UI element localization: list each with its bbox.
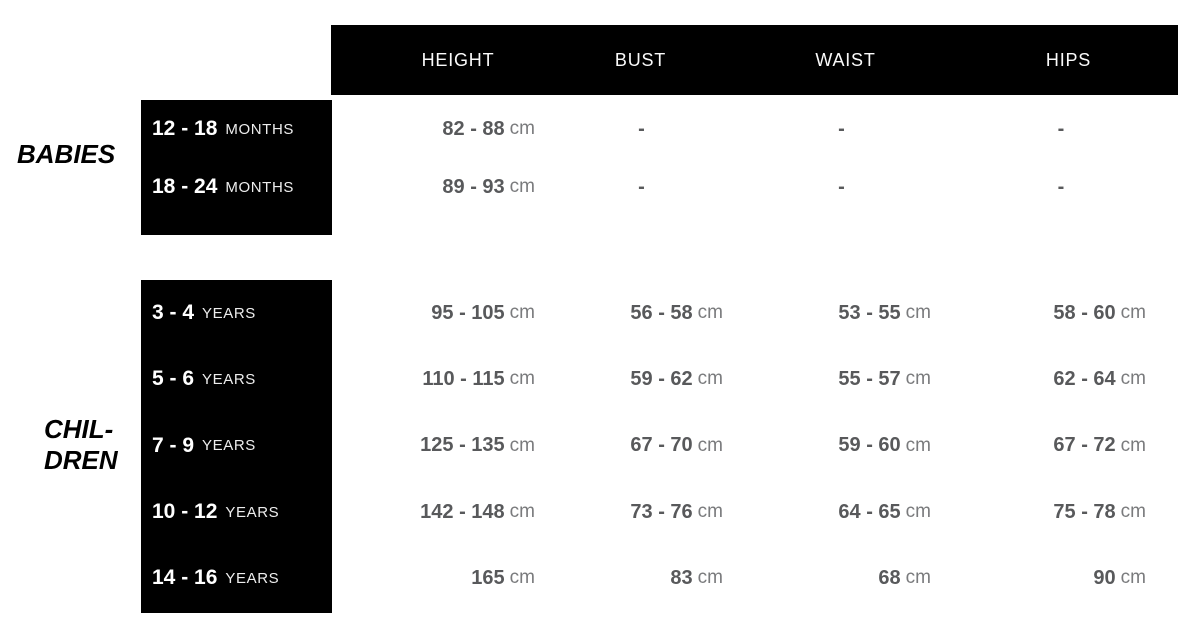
waist-cell	[739, 479, 944, 545]
hips-cell	[944, 479, 1178, 545]
age-range: 7 - 9	[152, 433, 195, 457]
bust-cell	[544, 158, 739, 216]
table-row	[141, 158, 1178, 216]
value-number: -	[638, 175, 645, 198]
age-label	[141, 479, 332, 545]
value-unit: cm	[905, 567, 931, 588]
column-header-hips: HIPS	[1045, 49, 1092, 70]
value-unit: cm	[697, 368, 723, 389]
value-unit: cm	[509, 567, 535, 588]
value-number: -	[1057, 175, 1065, 198]
value-number: 83	[670, 566, 693, 589]
children-group-label-line: CHIL-	[44, 414, 114, 444]
value-unit: cm	[509, 176, 535, 197]
value-unit: cm	[905, 302, 931, 323]
table-row	[141, 100, 1178, 158]
age-label	[141, 346, 332, 412]
height-cell	[332, 158, 544, 216]
column-header-waist: WAIST	[815, 49, 876, 70]
value-unit: cm	[1120, 434, 1146, 456]
value-number: 90	[1093, 566, 1116, 589]
value-number: 56 - 58	[630, 301, 693, 324]
value-unit: cm	[1120, 567, 1146, 588]
hips-cell	[944, 545, 1178, 611]
value-number: 125 - 135	[420, 434, 505, 456]
age-unit: YEARS	[225, 569, 280, 587]
bust-cell	[544, 346, 739, 412]
value-number: 95 - 105	[431, 301, 505, 324]
age-unit: MONTHS	[225, 120, 294, 138]
value-unit: cm	[1120, 501, 1146, 522]
babies-group-label	[17, 139, 115, 170]
babies-group-label-line: BABIES	[17, 139, 116, 169]
value-unit: cm	[1120, 368, 1146, 389]
value-number: 67 - 70	[630, 434, 693, 456]
value-unit: cm	[509, 434, 535, 456]
age-label	[141, 545, 332, 611]
bust-cell	[544, 545, 739, 611]
value-number: 89 - 93	[442, 175, 505, 198]
value-unit: cm	[697, 567, 723, 588]
value-number: 53 - 55	[838, 301, 901, 324]
value-number: -	[638, 117, 645, 140]
age-range: 12 - 18	[152, 117, 218, 140]
column-header-bust: BUST	[614, 49, 667, 70]
value-unit: cm	[905, 434, 931, 456]
value-number: 82 - 88	[442, 117, 505, 140]
age-unit: YEARS	[225, 503, 280, 521]
age-range: 18 - 24	[152, 175, 218, 198]
column-header-height: HEIGHT	[421, 49, 495, 70]
value-unit: cm	[697, 501, 723, 522]
value-unit: cm	[509, 118, 535, 139]
waist-cell	[739, 100, 944, 158]
value-number: 67 - 72	[1053, 434, 1116, 456]
height-cell	[332, 346, 544, 412]
value-number: 142 - 148	[420, 500, 505, 523]
children-group-label	[44, 414, 118, 476]
value-number: 64 - 65	[838, 500, 901, 523]
value-unit: cm	[905, 501, 931, 522]
age-range: 14 - 16	[152, 566, 218, 589]
value-number: 73 - 76	[630, 500, 693, 523]
value-number: 58 - 60	[1053, 301, 1116, 324]
value-unit: cm	[509, 302, 535, 323]
children-group-label-line: DREN	[44, 445, 118, 475]
age-label	[141, 158, 332, 216]
value-unit: cm	[905, 368, 931, 389]
value-number: 165	[471, 566, 505, 589]
hips-cell	[944, 158, 1178, 216]
hips-cell	[944, 280, 1178, 346]
value-number: 59 - 62	[630, 367, 693, 390]
value-number: 59 - 60	[838, 434, 901, 456]
value-number: 62 - 64	[1053, 367, 1116, 390]
table-row	[141, 545, 1178, 611]
table-row	[141, 412, 1178, 479]
value-unit: cm	[697, 302, 723, 323]
bust-cell	[544, 412, 739, 479]
hips-cell	[944, 100, 1178, 158]
value-unit: cm	[509, 501, 535, 522]
value-number: 110 - 115	[422, 367, 505, 390]
waist-cell	[739, 346, 944, 412]
value-number: -	[838, 175, 845, 198]
height-cell	[332, 545, 544, 611]
value-unit: cm	[697, 434, 723, 456]
age-label	[141, 412, 332, 479]
age-label	[141, 100, 332, 158]
hips-cell	[944, 412, 1178, 479]
bust-cell	[544, 100, 739, 158]
waist-cell	[739, 158, 944, 216]
value-unit: cm	[509, 368, 535, 389]
column-header-bar	[331, 25, 1178, 95]
value-number: 75 - 78	[1053, 500, 1116, 523]
age-range: 3 - 4	[152, 301, 195, 324]
value-number: 68	[878, 566, 901, 589]
age-unit: YEARS	[202, 437, 256, 454]
hips-cell	[944, 346, 1178, 412]
age-range: 10 - 12	[152, 500, 218, 523]
value-number: -	[1057, 117, 1065, 140]
value-unit: cm	[1120, 302, 1146, 323]
table-row	[141, 280, 1178, 346]
height-cell	[332, 479, 544, 545]
height-cell	[332, 280, 544, 346]
age-range: 5 - 6	[152, 367, 195, 390]
value-number: -	[838, 117, 845, 140]
age-unit: YEARS	[202, 304, 256, 322]
age-unit: YEARS	[202, 370, 256, 388]
age-label	[141, 280, 332, 346]
height-cell	[332, 100, 544, 158]
table-row	[141, 346, 1178, 412]
height-cell	[332, 412, 544, 479]
waist-cell	[739, 280, 944, 346]
waist-cell	[739, 412, 944, 479]
bust-cell	[544, 280, 739, 346]
age-unit: MONTHS	[225, 178, 294, 196]
value-number: 55 - 57	[838, 367, 901, 390]
bust-cell	[544, 479, 739, 545]
waist-cell	[739, 545, 944, 611]
table-row	[141, 479, 1178, 545]
